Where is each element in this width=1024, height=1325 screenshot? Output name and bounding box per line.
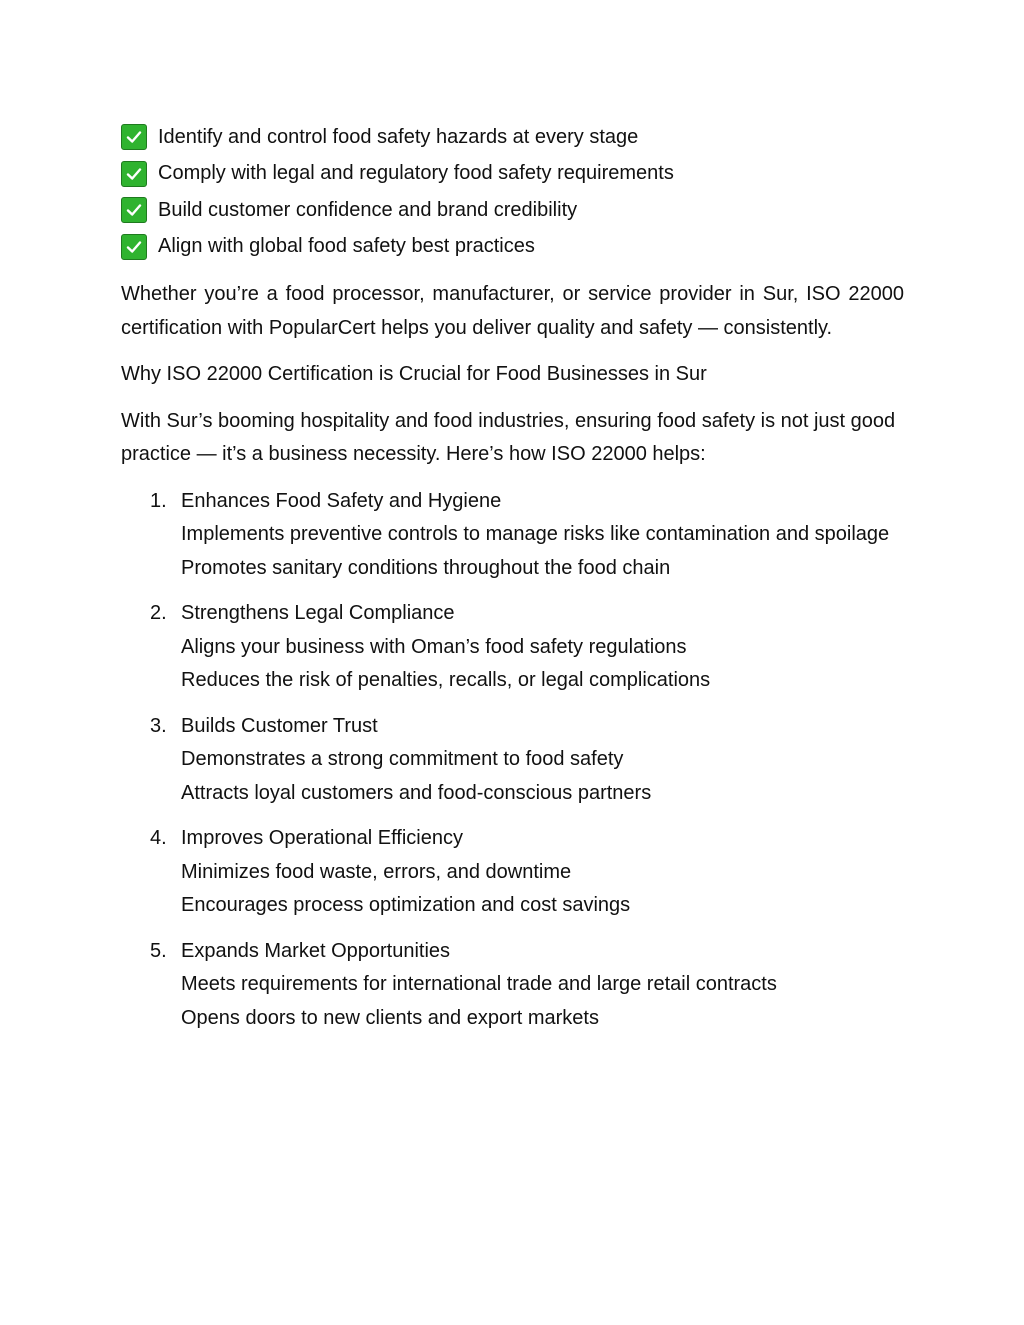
check-mark-icon [121,197,147,223]
check-mark-icon [121,124,147,150]
benefit-item [121,485,904,586]
benefit-number: 4. [150,827,167,849]
checklist-item [121,119,904,156]
checklist-item-text: Comply with legal and regulatory food safety requirements [158,162,674,184]
benefit-point: Reduces the risk of penalties, recalls, or legal complications [181,669,711,691]
benefit-point: Demonstrates a strong commitment to food safety [181,748,624,770]
benefit-title: Enhances Food Safety and Hygiene [181,489,502,512]
benefit-point: Attracts loyal customers and food-conscious partners [181,781,652,804]
benefit-item [121,597,904,698]
benefit-point: Aligns your business with Oman’s food safety regulations [181,635,687,658]
checklist-item [121,229,904,266]
benefit-number: 5. [150,939,167,962]
benefit-title: Strengthens Legal Compliance [181,602,455,624]
benefit-point: Implements preventive controls to manage risks like contamination and spoilage [181,523,890,545]
benefit-item [121,710,904,811]
checklist-item [121,192,904,229]
benefit-point: Encourages process optimization and cost savings [181,894,631,916]
benefit-number: 1. [150,489,167,512]
benefit-number: 3. [150,714,167,737]
document-page [121,119,904,1047]
check-mark-icon [121,161,147,187]
checklist-item-text: Build customer confidence and brand credibility [158,198,578,221]
checklist-item-text: Identify and control food safety hazards at every stage [158,125,639,148]
benefit-item [121,935,904,1036]
benefit-title: Builds Customer Trust [181,714,378,737]
benefit-title: Expands Market Opportunities [181,939,451,962]
section-heading: Why ISO 22000 Certification is Crucial for Food Businesses in Sur [121,363,707,385]
benefits-list [121,485,904,1036]
benefit-point: Opens doors to new clients and export markets [181,1006,599,1029]
benefit-item [121,822,904,923]
benefit-point: Minimizes food waste, errors, and downtime [181,860,572,883]
checklist-item [121,156,904,193]
check-mark-icon [121,234,147,260]
intro-paragraph: Whether you’re a food processor, manufacturer, or service provider in Sur, ISO 22000 certification with PopularCert helps you deliver quality and safety — consistently. [121,283,904,339]
benefit-point: Promotes sanitary conditions throughout the food chain [181,556,671,579]
benefit-title: Improves Operational Efficiency [181,827,463,849]
benefit-point: Meets requirements for international trade and large retail contracts [181,973,777,995]
checklist-item-text: Align with global food safety best practices [158,235,535,257]
benefit-number: 2. [150,602,167,624]
benefit-checklist [121,119,904,265]
section-paragraph: With Sur’s booming hospitality and food industries, ensuring food safety is not just good practice — it’s a business necessity. Here’s how ISO 22000 helps: [121,409,896,465]
